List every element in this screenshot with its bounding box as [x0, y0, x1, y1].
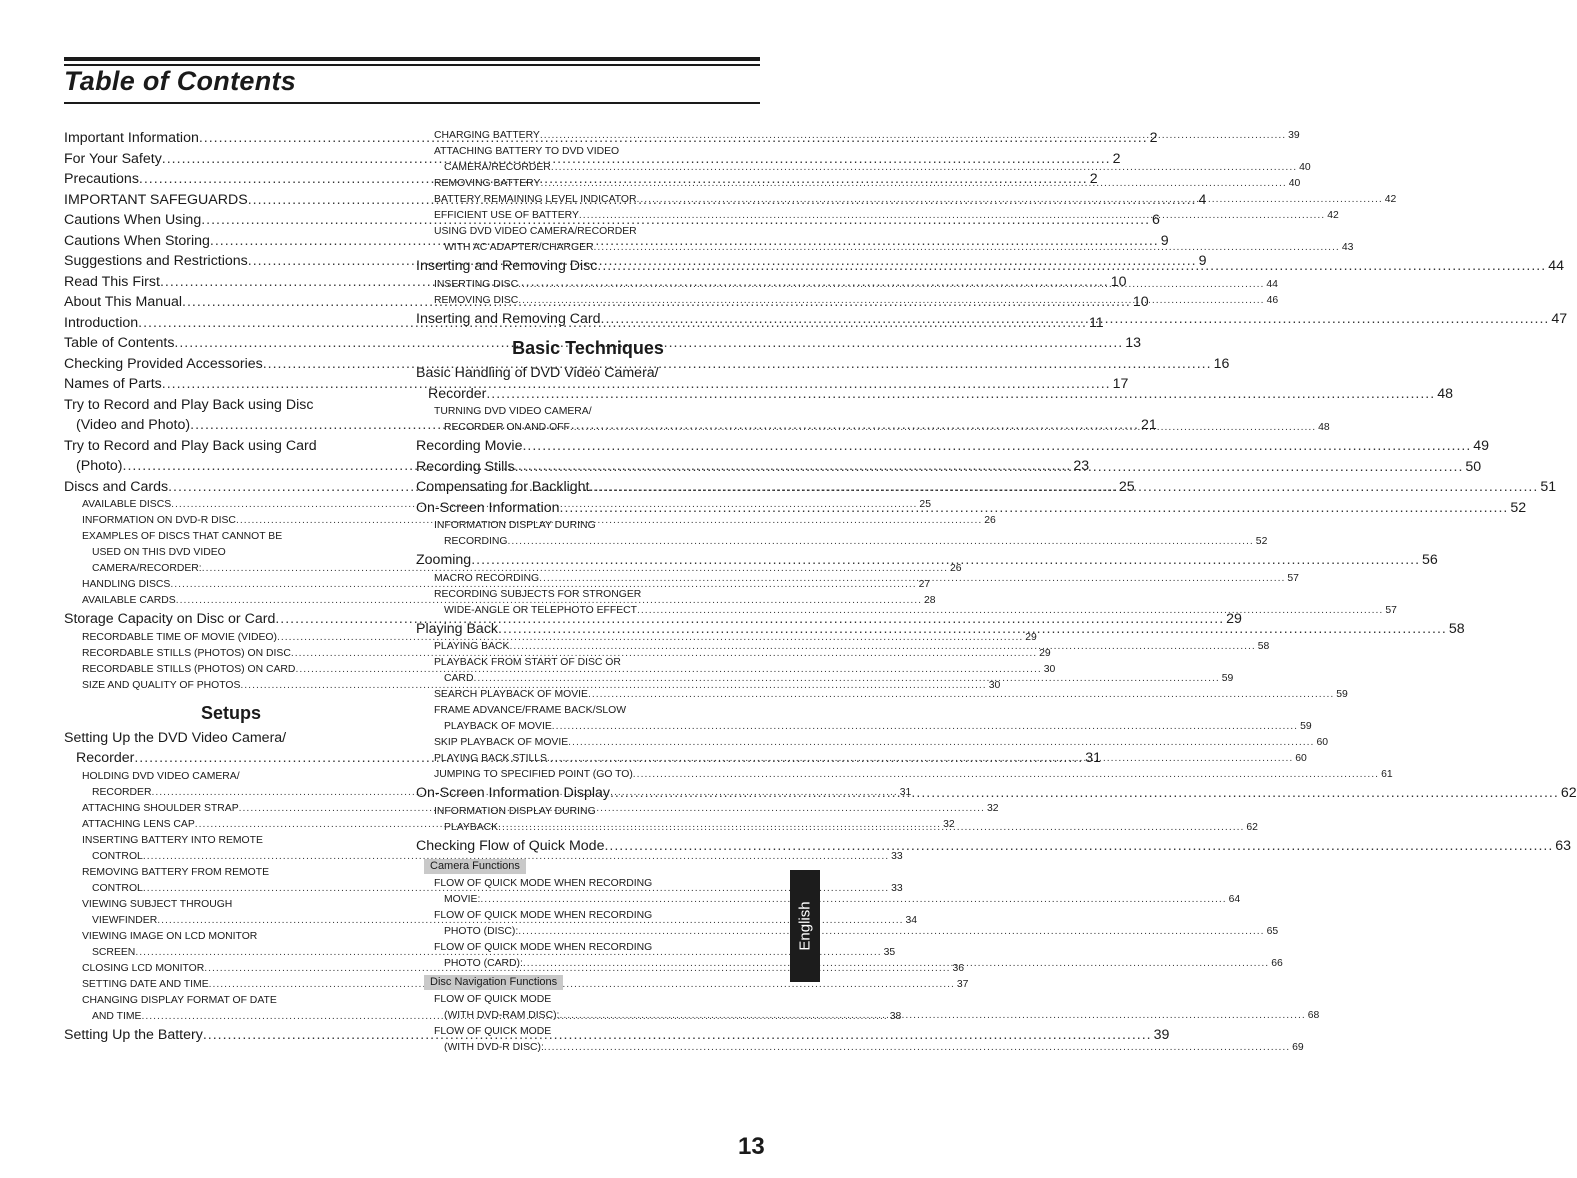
language-tab: English: [790, 870, 820, 982]
toc-subentry[interactable]: RECORDABLE STILLS (PHOTOS) ON CARD ..... 30: [64, 662, 398, 678]
toc-subentry[interactable]: ATTACHING SHOULDER STRAP ..... 32: [64, 801, 398, 817]
toc-subentry[interactable]: RECORDER ON AND OFF ..... 48: [416, 420, 760, 436]
toc-entry[interactable]: Cautions When Using ..... 6: [64, 210, 398, 231]
toc-subentry[interactable]: PLAYING BACK STILLS ..... 60: [416, 751, 760, 767]
toc-subentry[interactable]: CONTROL ..... 33: [64, 849, 398, 865]
toc-subentry[interactable]: PLAYBACK OF MOVIE ..... 59: [416, 719, 760, 735]
toc-subentry[interactable]: SIZE AND QUALITY OF PHOTOS ..... 30: [64, 678, 398, 694]
toc-subentry[interactable]: CAMERA/RECORDER: ..... 26: [64, 561, 398, 577]
toc-subentry[interactable]: PLAYING BACK ..... 58: [416, 639, 760, 655]
toc-subentry[interactable]: PLAYBACK ..... 62: [416, 820, 760, 836]
top-rule: [64, 57, 760, 61]
toc-subentry[interactable]: INFORMATION ON DVD-R DISC ..... 26: [64, 513, 398, 529]
toc-subentry[interactable]: CLOSING LCD MONITOR ..... 36: [64, 961, 398, 977]
toc-entry[interactable]: Basic Handling of DVD Video Camera/: [416, 365, 659, 381]
toc-subentry[interactable]: (WITH DVD-RAM DISC): ..... 68: [416, 1008, 760, 1024]
toc-subentry[interactable]: JUMPING TO SPECIFIED POINT (GO TO) ..... 61: [416, 767, 760, 783]
toc-subentry[interactable]: FLOW OF QUICK MODE WHEN RECORDING: [434, 942, 653, 953]
toc-entry[interactable]: Important Information ..... 2: [64, 128, 398, 149]
toc-entry[interactable]: For Your Safety ..... 2: [64, 149, 398, 170]
toc-entry[interactable]: Introduction ..... 11: [64, 313, 398, 334]
camera-functions-tag: Camera Functions: [424, 859, 526, 874]
toc-subentry[interactable]: CARD ..... 59: [416, 671, 760, 687]
toc-subentry[interactable]: PLAYBACK FROM START OF DISC OR: [434, 657, 621, 668]
toc-entry[interactable]: Recording Movie ..... 49: [416, 436, 760, 457]
toc-entry[interactable]: Precautions ..... 2: [64, 169, 398, 190]
toc-entry[interactable]: Try to Record and Play Back using Card: [64, 437, 317, 454]
toc-subentry[interactable]: HOLDING DVD VIDEO CAMERA/: [82, 770, 240, 782]
disc-navigation-functions-tag: Disc Navigation Functions: [424, 975, 563, 990]
toc-subentry[interactable]: AVAILABLE CARDS ..... 28: [64, 593, 398, 609]
toc-subentry[interactable]: FLOW OF QUICK MODE: [434, 1026, 552, 1037]
toc-entry[interactable]: Compensating for Backlight ..... 51: [416, 477, 760, 498]
toc-entry[interactable]: Inserting and Removing Card ..... 47: [416, 309, 760, 330]
toc-subentry[interactable]: VIEWING SUBJECT THROUGH: [82, 898, 233, 910]
toc-subentry[interactable]: VIEWFINDER ..... 34: [64, 913, 398, 929]
toc-entry[interactable]: Try to Record and Play Back using Disc: [64, 396, 314, 413]
toc-entry[interactable]: Zooming ..... 56: [416, 550, 760, 571]
page-title: Table of Contents: [64, 66, 297, 96]
toc-entry[interactable]: Checking Flow of Quick Mode ..... 63: [416, 836, 760, 857]
toc-subentry[interactable]: INSERTING BATTERY INTO REMOTE: [82, 834, 263, 846]
toc-entry[interactable]: About This Manual ..... 10: [64, 292, 398, 313]
toc-subentry[interactable]: VIEWING IMAGE ON LCD MONITOR: [82, 930, 258, 942]
toc-subentry[interactable]: FRAME ADVANCE/FRAME BACK/SLOW: [434, 705, 627, 716]
toc-entry[interactable]: Discs and Cards ..... 25: [64, 477, 398, 498]
toc-subentry[interactable]: PHOTO (CARD): ..... 66: [416, 956, 760, 972]
toc-entry[interactable]: IMPORTANT SAFEGUARDS ..... 4: [64, 190, 398, 211]
toc-subentry[interactable]: RECORDER ..... 31: [64, 785, 398, 801]
toc-subentry[interactable]: FLOW OF QUICK MODE WHEN RECORDING: [434, 878, 653, 889]
toc-subentry[interactable]: WIDE-ANGLE OR TELEPHOTO EFFECT ..... 57: [416, 603, 760, 619]
toc-subentry[interactable]: ATTACHING BATTERY TO DVD VIDEO: [434, 146, 620, 157]
toc-subentry[interactable]: REMOVING DISC ..... 46: [416, 293, 760, 309]
toc-subentry[interactable]: CAMERA/RECORDER ..... 40: [416, 160, 760, 176]
title-underline: [64, 102, 760, 104]
toc-entry[interactable]: Table of Contents ..... 13: [64, 333, 398, 354]
toc-entry[interactable]: Read This First ..... 10: [64, 272, 398, 293]
toc-entry[interactable]: Recorder ..... 48: [416, 384, 760, 405]
toc-subentry[interactable]: SKIP PLAYBACK OF MOVIE ..... 60: [416, 735, 760, 751]
toc-subentry[interactable]: EXAMPLES OF DISCS THAT CANNOT BE: [82, 531, 283, 542]
toc-subentry[interactable]: CONTROL ..... 33: [64, 881, 398, 897]
toc-subentry[interactable]: USED ON THIS DVD VIDEO: [92, 547, 226, 558]
toc-entry[interactable]: Setting Up the DVD Video Camera/: [64, 729, 287, 746]
toc-entry[interactable]: Inserting and Removing Disc ..... 44: [416, 256, 760, 277]
toc-subentry[interactable]: SETTING DATE AND TIME ..... 37: [64, 977, 398, 993]
section-heading-setups: Setups: [200, 702, 261, 723]
toc-subentry[interactable]: RECORDING ..... 52: [416, 534, 760, 550]
toc-subentry[interactable]: SCREEN ..... 35: [64, 945, 398, 961]
toc-subentry[interactable]: (WITH DVD-R DISC): ..... 69: [416, 1040, 760, 1056]
toc-entry[interactable]: Recording Stills ..... 50: [416, 457, 760, 478]
toc-subentry[interactable]: RECORDABLE STILLS (PHOTOS) ON DISC ..... 29: [64, 646, 398, 662]
toc-subentry[interactable]: ATTACHING LENS CAP ..... 32: [64, 817, 398, 833]
toc-subentry[interactable]: INFORMATION DISPLAY DURING: [434, 520, 596, 531]
toc-subentry[interactable]: WITH AC ADAPTER/CHARGER ..... 43: [416, 240, 760, 256]
toc-subentry[interactable]: BATTERY REMAINING LEVEL INDICATOR ..... 42: [416, 192, 760, 208]
section-heading-basic-techniques: Basic Techniques: [512, 338, 664, 358]
toc-entry[interactable]: Names of Parts ..... 17: [64, 374, 398, 395]
toc-entry[interactable]: (Photo) ..... 23: [64, 456, 398, 477]
toc-entry[interactable]: Checking Provided Accessories ..... 16: [64, 354, 398, 375]
toc-subentry[interactable]: FLOW OF QUICK MODE WHEN RECORDING: [434, 910, 653, 921]
toc-subentry[interactable]: INFORMATION DISPLAY DURING: [434, 805, 596, 817]
toc-subentry[interactable]: RECORDABLE TIME OF MOVIE (VIDEO) ..... 29: [64, 630, 398, 646]
toc-subentry[interactable]: REMOVING BATTERY ..... 40: [416, 176, 760, 192]
toc-subentry[interactable]: EFFICIENT USE OF BATTERY ..... 42: [416, 208, 760, 224]
toc-entry[interactable]: Recorder ..... 31: [64, 748, 398, 769]
toc-entry[interactable]: Setting Up the Battery ..... 39: [64, 1025, 398, 1046]
toc-entry[interactable]: (Video and Photo) ..... 21: [64, 415, 398, 436]
page-number: 13: [738, 1133, 765, 1160]
toc-entry[interactable]: Playing Back ..... 58: [416, 619, 760, 640]
toc-entry[interactable]: On-Screen Information Display ..... 62: [416, 783, 760, 804]
toc-subentry[interactable]: HANDLING DISCS ..... 27: [64, 577, 398, 593]
toc-subentry[interactable]: RECORDING SUBJECTS FOR STRONGER: [434, 588, 642, 600]
toc-subentry[interactable]: AND TIME ..... 38: [64, 1009, 398, 1025]
toc-entry[interactable]: Storage Capacity on Disc or Card ..... 29: [64, 609, 398, 630]
toc-subentry[interactable]: REMOVING BATTERY FROM REMOTE: [82, 866, 270, 878]
toc-subentry[interactable]: AVAILABLE DISCS ..... 25: [64, 497, 398, 513]
toc-subentry[interactable]: FLOW OF QUICK MODE: [434, 994, 552, 1005]
toc-entry[interactable]: Cautions When Storing ..... 9: [64, 231, 398, 252]
toc-subentry[interactable]: MOVIE: ..... 64: [416, 892, 760, 908]
toc-subentry[interactable]: SEARCH PLAYBACK OF MOVIE ..... 59: [416, 687, 760, 703]
toc-entry[interactable]: On-Screen Information ..... 52: [416, 498, 760, 519]
toc-subentry[interactable]: INSERTING DISC ..... 44: [416, 277, 760, 293]
toc-entry[interactable]: Suggestions and Restrictions ..... 9: [64, 251, 398, 272]
toc-subentry[interactable]: TURNING DVD VIDEO CAMERA/: [434, 406, 592, 417]
toc-subentry[interactable]: CHANGING DISPLAY FORMAT OF DATE: [82, 994, 277, 1006]
toc-subentry[interactable]: USING DVD VIDEO CAMERA/RECORDER: [434, 226, 637, 237]
toc-subentry[interactable]: PHOTO (DISC): ..... 65: [416, 924, 760, 940]
toc-subentry[interactable]: MACRO RECORDING ..... 57: [416, 571, 760, 587]
toc-subentry[interactable]: CHARGING BATTERY ..... 39: [416, 128, 760, 144]
